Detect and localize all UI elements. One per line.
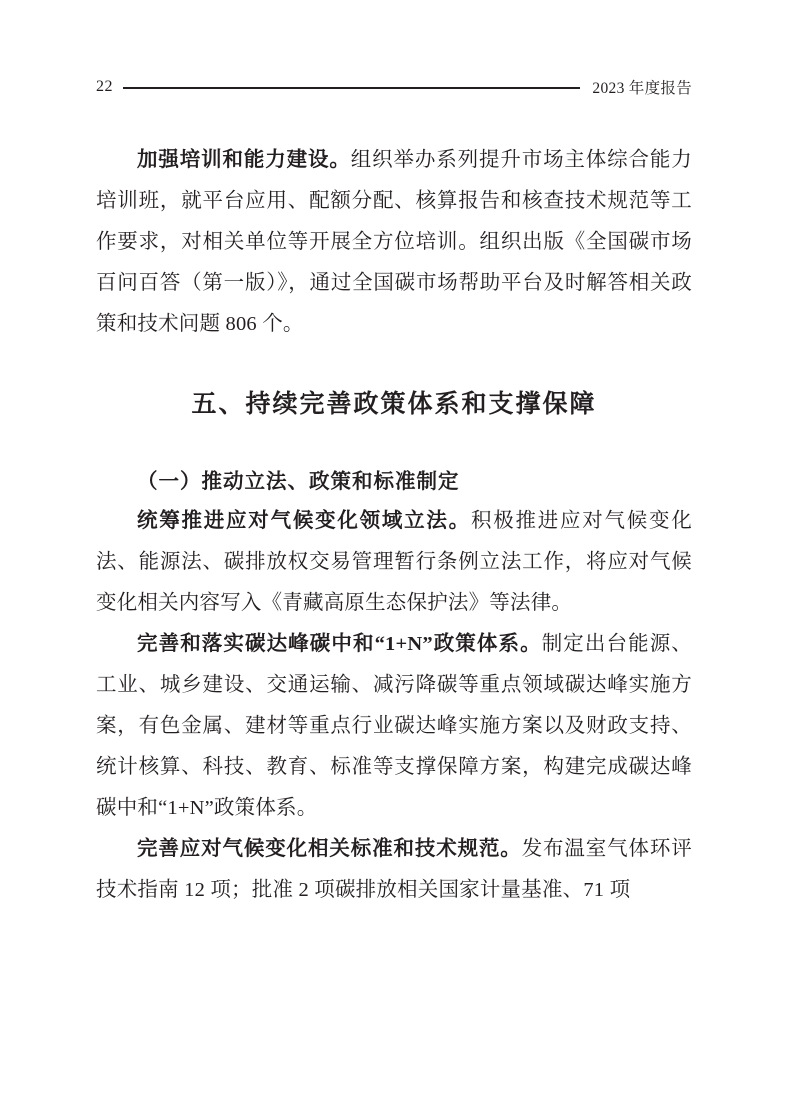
paragraph-training-capacity <box>96 140 692 345</box>
paragraph-standards-specs <box>96 829 692 911</box>
paragraph-policy-system <box>96 624 692 829</box>
paragraph-text: 积极推进应对气候变化法、能源法、碳排放权交易管理暂行条例立法工作，将应对气候变化相关内容写入《青藏高原生态保护法》等法律。 <box>96 510 692 614</box>
paragraph-lead: 完善应对气候变化相关标准和技术规范。 <box>137 838 522 860</box>
paragraph-lead: 统筹推进应对气候变化领域立法。 <box>137 510 471 532</box>
paragraph-text: 发布温室气体环评技术指南 12 项；批准 2 项碳排放相关国家计量基准、71 项 <box>96 838 692 901</box>
page-number: 22 <box>96 78 113 95</box>
paragraph-lead: 完善和落实碳达峰碳中和“1+N”政策体系。 <box>137 633 542 655</box>
paragraph-climate-legislation <box>96 501 692 624</box>
paragraph-text: 制定出台能源、工业、城乡建设、交通运输、减污降碳等重点领域碳达峰实施方案，有色金属、建材等重点行业碳达峰实施方案以及财政支持、统计核算、科技、教育、标准等支撑保障方案，构建完成碳达峰碳中和“1+N”政策体系。 <box>96 633 692 819</box>
page-content <box>96 140 692 911</box>
subsection-heading-one: （一）推动立法、政策和标准制定 <box>137 469 460 493</box>
header-title: 2023 年度报告 <box>592 80 692 97</box>
running-header <box>96 70 692 104</box>
paragraph-text: 组织举办系列提升市场主体综合能力培训班，就平台应用、配额分配、核算报告和核查技术规范等工作要求，对相关单位等开展全方位培训。组织出版《全国碳市场百问百答（第一版）》，通过全国碳市场帮助平台及时解答相关政策和技术问题 806 个。 <box>96 149 692 335</box>
paragraph-lead: 加强培训和能力建设。 <box>137 149 351 171</box>
section-heading-five: 五、持续完善政策体系和支撑保障 <box>191 389 597 418</box>
header-divider-rule <box>123 87 580 89</box>
